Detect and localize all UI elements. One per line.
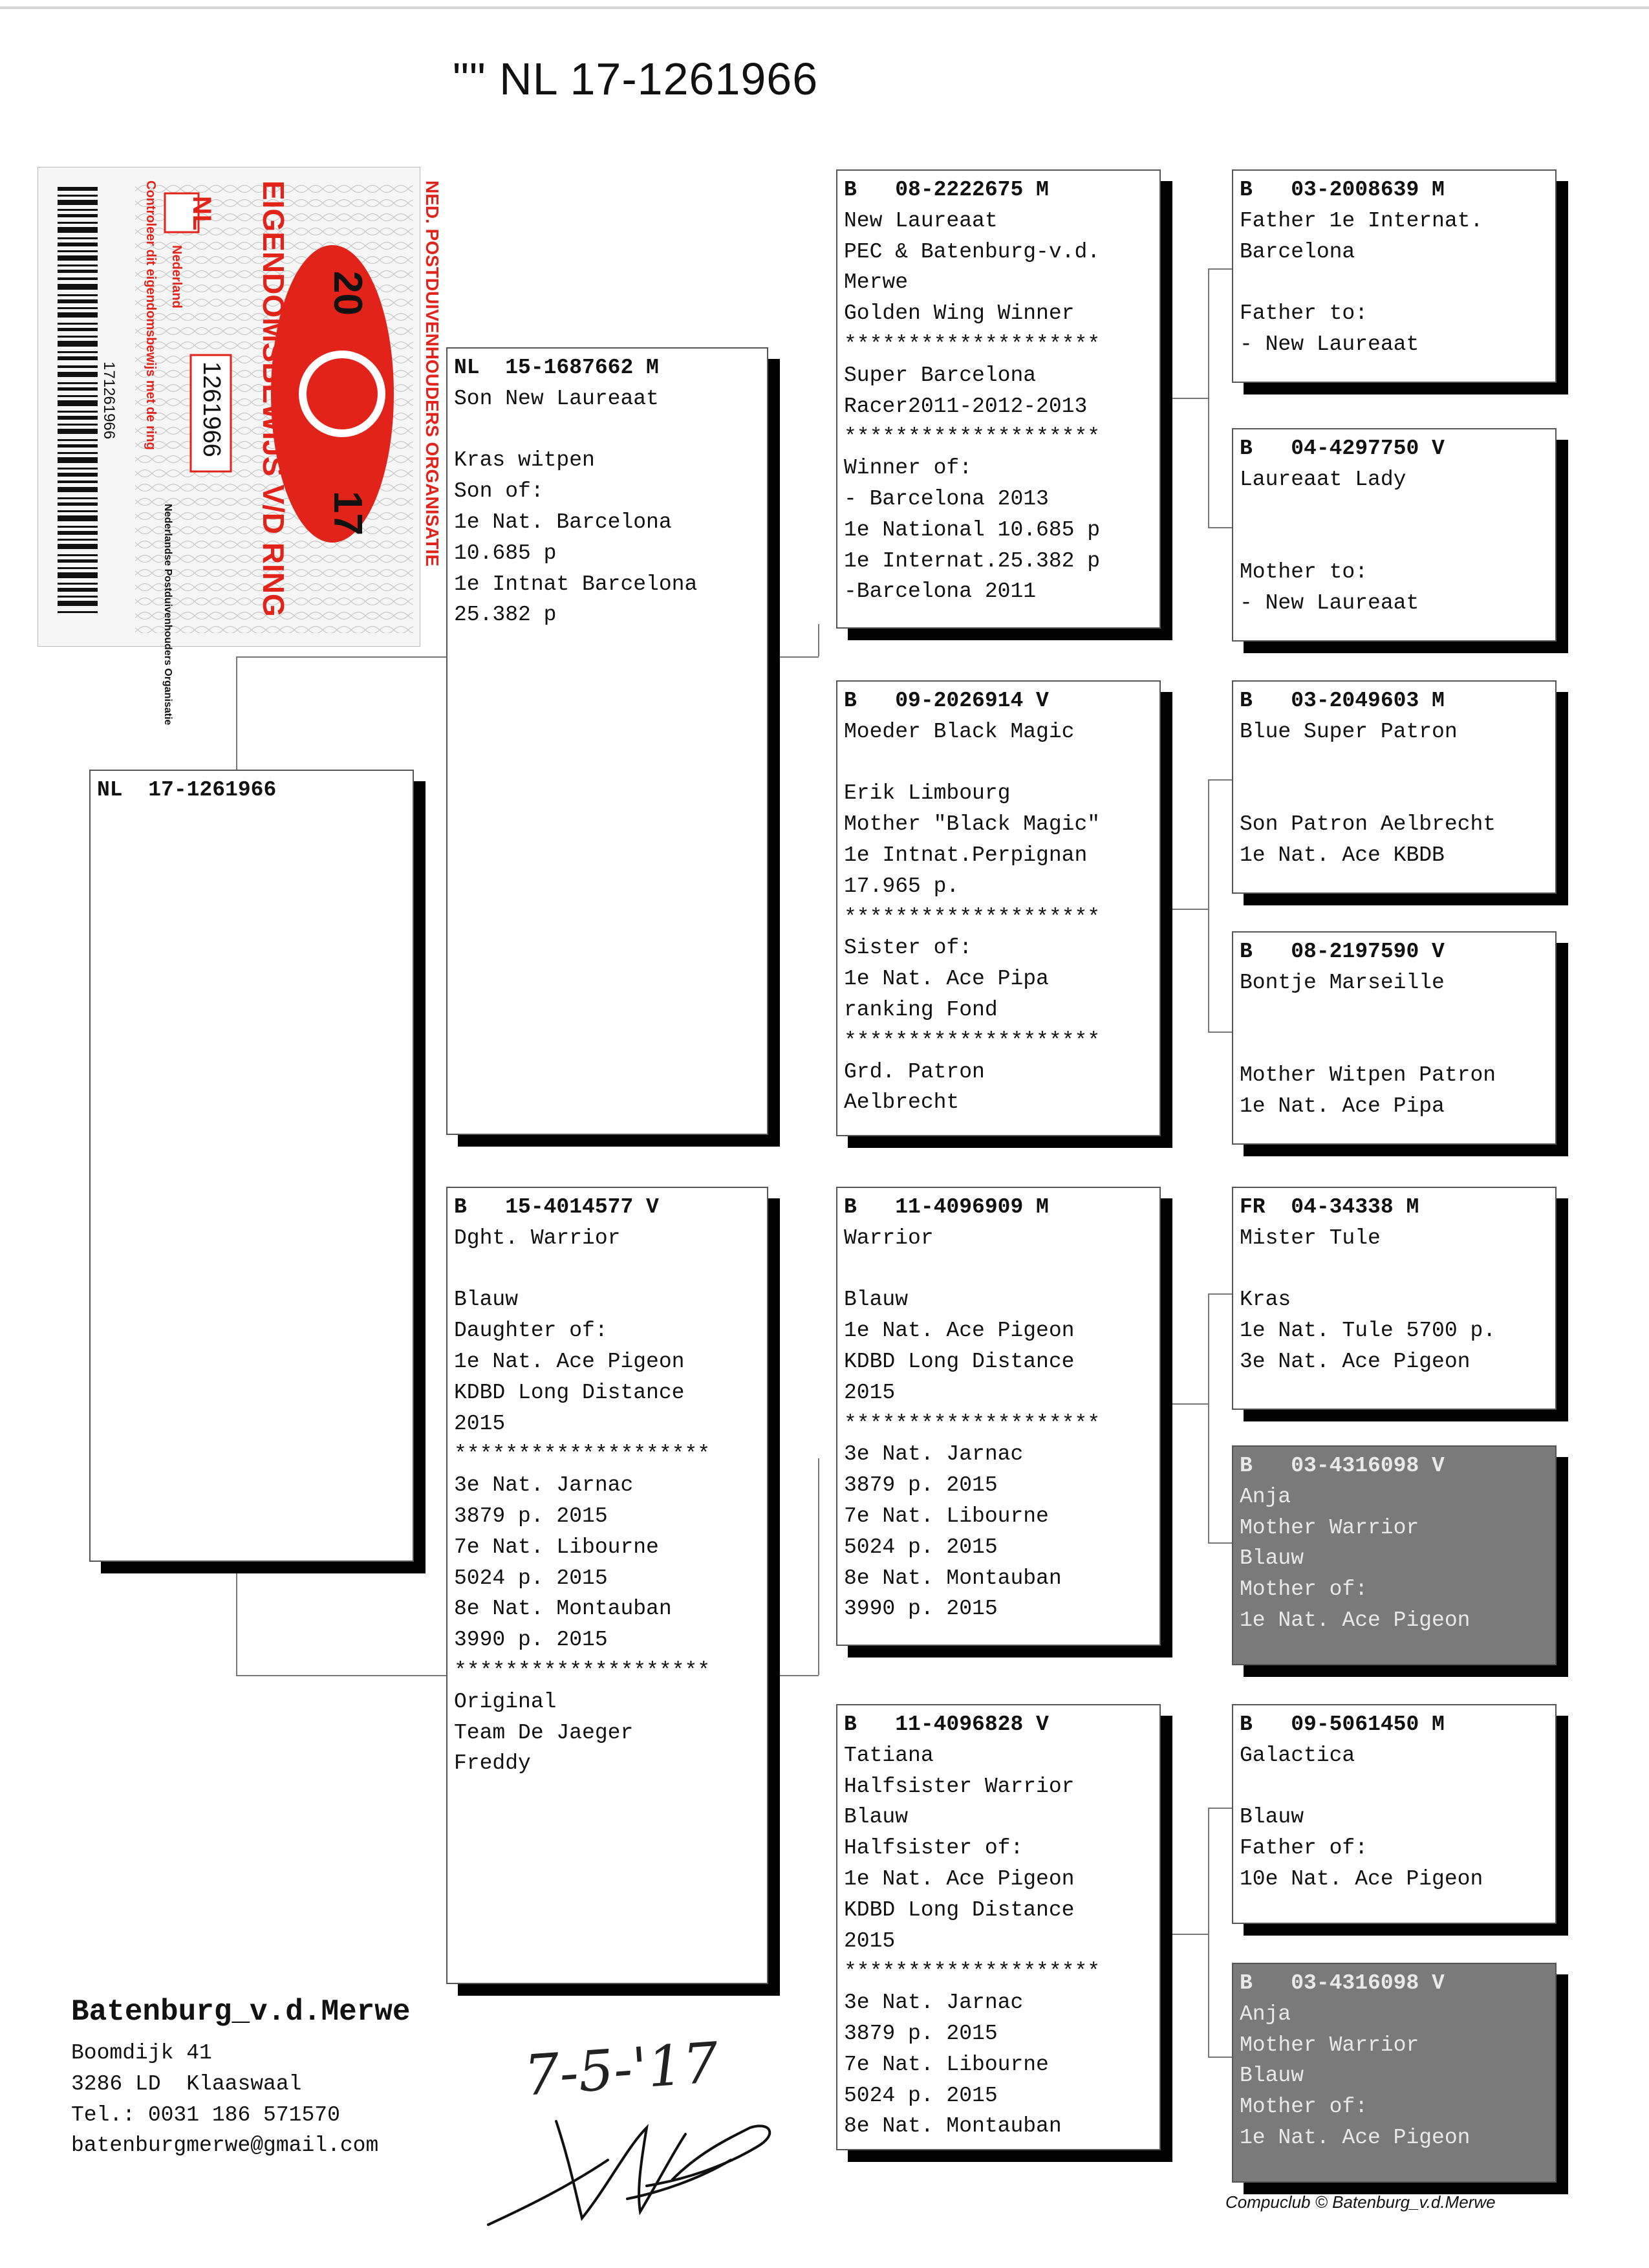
pedigree-line: PEC & Batenburg-v.d. [844, 239, 1101, 264]
pedigree-line: KDBD Long Distance [844, 1897, 1075, 1922]
card-barcode-number: 171261966 [100, 362, 118, 440]
pedigree-line [844, 748, 1153, 779]
pedigree-line: Father 1e Internat. [1240, 208, 1483, 233]
pedigree-box-father [446, 347, 768, 1135]
pedigree-line: 1e Nat. Ace KBDB [1240, 843, 1445, 867]
pedigree-line: 3879 p. 2015 [844, 1473, 998, 1498]
pedigree-line: ******************** [454, 1658, 711, 1683]
pedigree-line: 8e Nat. Montauban [454, 1597, 672, 1621]
pedigree-line: 1e Nat. Ace Pigeon [454, 1349, 685, 1374]
pedigree-line: New Laureaat [844, 208, 998, 233]
pedigree-line: Galactica [1240, 1743, 1355, 1767]
breeder-name: Batenburg_v.d.Merwe [71, 1995, 411, 2029]
connector [1208, 527, 1234, 528]
pedigree-line: ******************** [844, 1411, 1101, 1436]
pedigree-line: -Barcelona 2011 [844, 579, 1037, 604]
pedigree-line: Mother Warrior [1240, 2033, 1419, 2057]
connector [1208, 1808, 1234, 1809]
pedigree-line: ******************** [844, 905, 1101, 929]
pedigree-line: Son of: [454, 479, 544, 504]
pedigree-line: Blauw [454, 1288, 519, 1312]
pedigree-line: 1e Nat. Barcelona [454, 510, 672, 534]
pedigree-line [1240, 778, 1549, 809]
pedigree-line: ranking Fond [844, 997, 998, 1022]
pedigree-line: Kras [1240, 1288, 1291, 1312]
pedigree-line [1240, 1771, 1549, 1802]
connector [1163, 1934, 1208, 1935]
ring-number: B 03-2008639 M [1240, 178, 1445, 202]
pedigree-line: 7e Nat. Libourne [844, 2052, 1049, 2077]
pedigree-line [844, 1254, 1153, 1285]
pedigree-line: 2015 [844, 1380, 896, 1405]
ring-number: NL 15-1687662 M [454, 356, 659, 380]
ring-number: B 09-2026914 V [844, 689, 1049, 713]
pedigree-line: ******************** [454, 1442, 711, 1467]
ring-number: B 11-4096828 V [844, 1712, 1049, 1736]
connector [1163, 909, 1208, 910]
signature [479, 2082, 782, 2244]
pedigree-line: ******************** [844, 332, 1101, 356]
pedigree-line: Warrior [844, 1226, 934, 1250]
connector [1208, 1808, 1209, 2057]
breeder-address: Boomdijk 41 [71, 2041, 212, 2065]
breeder-email: batenburgmerwe@gmail.com [71, 2133, 379, 2158]
pedigree-line: Mother to: [1240, 560, 1368, 585]
pedigree-line: Father to: [1240, 301, 1368, 326]
pedigree-line: 1e Nat. Tule 5700 p. [1240, 1319, 1496, 1343]
breeder-city: 3286 LD Klaaswaal [71, 2071, 302, 2096]
connector [1208, 779, 1234, 781]
pedigree-box-mm-father [1232, 1704, 1557, 1924]
connector [768, 1675, 819, 1676]
pedigree-line: 1e Nat. Ace Pigeon [844, 1866, 1075, 1891]
pedigree-line: Erik Limbourg [844, 781, 1011, 806]
pedigree-line: 5024 p. 2015 [454, 1566, 608, 1590]
pedigree-line: Blauw [1240, 1546, 1304, 1571]
pedigree-line: - New Laureaat [1240, 590, 1419, 615]
pedigree-line: Father of: [1240, 1836, 1368, 1861]
pedigree-line: Tatiana [844, 1743, 934, 1767]
pedigree-line: 3879 p. 2015 [844, 2021, 998, 2046]
pedigree-box-ff-mother [1232, 428, 1557, 642]
pedigree-line: 25.382 p [454, 603, 557, 627]
pedigree-line: Super Barcelona [844, 363, 1037, 387]
pedigree-line: ******************** [844, 1960, 1101, 1984]
pedigree-line: Mother Warrior [1240, 1515, 1419, 1540]
pedigree-line: 1e Intnat Barcelona [454, 572, 698, 596]
connector [768, 656, 819, 658]
pedigree-box-father-mother [836, 680, 1161, 1136]
pedigree-line: Blauw [844, 1805, 909, 1830]
pedigree-line: Original [454, 1689, 557, 1714]
pedigree-line: 5024 p. 2015 [844, 2083, 998, 2108]
pedigree-line: 3e Nat. Jarnac [844, 1442, 1024, 1467]
pedigree-box-subject [89, 770, 414, 1562]
pedigree-line: 8e Nat. Montauban [844, 1566, 1062, 1590]
pedigree-line: Anja [1240, 2002, 1291, 2026]
connector [236, 1675, 449, 1676]
pedigree-line: 1e Nat. Ace Pigeon [1240, 1608, 1471, 1632]
card-ring-number: 1261966 [198, 362, 225, 457]
connector [236, 1571, 237, 1675]
connector [1208, 1293, 1234, 1295]
page-title: "" NL 17-1261966 [453, 54, 819, 104]
pedigree-line: Mother Witpen Patron [1240, 1063, 1496, 1088]
connector [1163, 398, 1208, 399]
pedigree-line [1240, 526, 1549, 557]
pedigree-line: - Barcelona 2013 [844, 486, 1049, 511]
connector [1208, 2057, 1234, 2058]
pedigree-line: Mother of: [1240, 2095, 1368, 2119]
pedigree-box-ff-father [1232, 169, 1557, 383]
pedigree-line: 1e Nat. Ace Pipa [844, 967, 1049, 991]
pedigree-line: Merwe [844, 270, 909, 295]
pedigree-line: Barcelona [1240, 239, 1355, 264]
connector [1208, 268, 1234, 270]
pedigree-line [1240, 748, 1549, 779]
pedigree-line [1240, 267, 1549, 298]
pedigree-line: 1e Nat. Ace Pipa [1240, 1094, 1445, 1118]
pedigree-line: Mother "Black Magic" [844, 812, 1101, 837]
pedigree-line [454, 415, 760, 446]
handwritten-date-text: 7-5-'17 [522, 2030, 721, 2109]
pedigree-line: Grd. Patron [844, 1059, 985, 1084]
pedigree-line: ******************** [844, 1028, 1101, 1053]
card-country: NL [188, 196, 216, 231]
connector [1163, 1403, 1208, 1405]
connector [1208, 1293, 1209, 1542]
ring-number: B 08-2222675 M [844, 178, 1049, 202]
breeder-phone: Tel.: 0031 186 571570 [71, 2102, 340, 2127]
pedigree-line: 1e Nat. Ace Pigeon [844, 1319, 1075, 1343]
pedigree-line: 1e Intnat.Perpignan [844, 843, 1088, 867]
card-org-text: NED. POSTDUIVENHOUDERS ORGANISATIE [422, 180, 442, 567]
pedigree-line [1240, 999, 1549, 1030]
connector [236, 656, 237, 779]
pedigree-line: KDBD Long Distance [844, 1349, 1075, 1374]
connector [818, 1458, 819, 1675]
card-cert-text: EIGENDOMSBEWIJS V/D RING [257, 180, 290, 617]
pedigree-line: 2015 [844, 1928, 896, 1953]
ring-number: B 15-4014577 V [454, 1195, 659, 1219]
ring-number: FR 04-34338 M [1240, 1195, 1419, 1219]
pedigree-line [1240, 495, 1549, 526]
card-year-b: 17 [325, 491, 370, 535]
pedigree-line: Winner of: [844, 456, 973, 481]
pedigree-box-fm-mother [1232, 931, 1557, 1145]
card-country-name: Nederland [169, 245, 184, 308]
pedigree-line [1240, 1029, 1549, 1060]
connector [1208, 1542, 1234, 1544]
pedigree-line: Anja [1240, 1484, 1291, 1509]
card-npo-text: Nederlandse Postduivenhouders Organisatie [162, 504, 173, 726]
pedigree-line: 7e Nat. Libourne [454, 1535, 659, 1559]
pedigree-line: Sister of: [844, 936, 973, 960]
pedigree-line: Blauw [1240, 1805, 1304, 1830]
pedigree-line: Bontje Marseille [1240, 970, 1445, 995]
pedigree-line: Dght. Warrior [454, 1226, 621, 1250]
pedigree-line: Golden Wing Winner [844, 301, 1075, 326]
ring-ownership-card [38, 167, 442, 726]
ring-number: B 08-2197590 V [1240, 940, 1445, 964]
pedigree-line: 1e National 10.685 p [844, 517, 1101, 542]
pedigree-line: 10.685 p [454, 541, 557, 565]
pedigree-line: Mother of: [1240, 1577, 1368, 1602]
pedigree-line: Team De Jaeger [454, 1720, 634, 1745]
pedigree-box-mother-mother [836, 1704, 1161, 2150]
pedigree-line: 3879 p. 2015 [454, 1504, 608, 1528]
pedigree-line: 3e Nat. Jarnac [454, 1473, 634, 1498]
pedigree-line: 1e Nat. Ace Pigeon [1240, 2125, 1471, 2150]
pedigree-line: 8e Nat. Montauban [844, 2114, 1062, 2139]
pedigree-line [454, 1254, 760, 1285]
connector [1208, 779, 1209, 1031]
pedigree-line: 10e Nat. Ace Pigeon [1240, 1866, 1483, 1891]
pedigree-line: 2015 [454, 1411, 506, 1436]
card-year-a: 20 [325, 271, 370, 316]
ring-number: B 09-5061450 M [1240, 1712, 1445, 1736]
pedigree-line: 7e Nat. Libourne [844, 1504, 1049, 1528]
ring-number: B 03-4316098 V [1240, 1971, 1445, 1995]
pedigree-line: 3990 p. 2015 [454, 1628, 608, 1652]
pedigree-box-mf-mother [1232, 1445, 1557, 1665]
connector [818, 624, 819, 656]
pedigree-line: 3990 p. 2015 [844, 1597, 998, 1621]
pedigree-line: - New Laureaat [1240, 332, 1419, 356]
pedigree-line: Aelbrecht [844, 1090, 960, 1115]
pedigree-line: Laureaat Lady [1240, 467, 1406, 491]
ring-number: B 11-4096909 M [844, 1195, 1049, 1219]
ring-number: B 03-4316098 V [1240, 1454, 1445, 1478]
pedigree-line: 3e Nat. Ace Pigeon [1240, 1349, 1471, 1374]
ring-number: B 04-4297750 V [1240, 437, 1445, 460]
pedigree-line: 1e Internat.25.382 p [844, 548, 1101, 573]
pedigree-line: 17.965 p. [844, 874, 960, 898]
pedigree-line: Freddy [454, 1751, 531, 1776]
pedigree-line: Racer2011-2012-2013 [844, 394, 1088, 418]
pedigree-line: 3e Nat. Jarnac [844, 1991, 1024, 2015]
pedigree-line: Blue Super Patron [1240, 719, 1458, 744]
pedigree-line: Halfsister Warrior [844, 1774, 1075, 1798]
top-border-line [0, 6, 1649, 9]
pedigree-line: Son Patron Aelbrecht [1240, 812, 1496, 837]
pedigree-line: KDBD Long Distance [454, 1380, 685, 1405]
connector [236, 656, 449, 658]
pedigree-line: Blauw [1240, 2064, 1304, 2088]
pedigree-line: Daughter of: [454, 1319, 608, 1343]
pedigree-line: Kras witpen [454, 448, 595, 473]
pedigree-box-mm-mother [1232, 1963, 1557, 2183]
connector [1208, 1031, 1234, 1033]
connector [1208, 268, 1209, 527]
pedigree-line: ******************** [844, 425, 1101, 449]
pedigree-line: Moeder Black Magic [844, 719, 1075, 744]
ring-number: B 03-2049603 M [1240, 689, 1445, 713]
footer-credit: Compuclub © Batenburg_v.d.Merwe [1225, 2192, 1496, 2212]
pedigree-box-mother-father [836, 1187, 1161, 1646]
pedigree-box-fm-father [1232, 680, 1557, 894]
ring-card-graphic [38, 167, 442, 726]
ring-number: NL 17-1261966 [97, 778, 277, 802]
pedigree-line: Blauw [844, 1288, 909, 1312]
pedigree-box-father-father [836, 169, 1161, 629]
pedigree-box-mf-father [1232, 1187, 1557, 1410]
breeder-info [71, 1995, 411, 2161]
pedigree-line: Halfsister of: [844, 1836, 1024, 1861]
pedigree-line: Son New Laureaat [454, 386, 659, 411]
pedigree-box-mother [446, 1187, 768, 1984]
pedigree-line: Mister Tule [1240, 1226, 1381, 1250]
card-check-text: Controleer dit eigendomsbewijs met de ring [144, 180, 158, 450]
pedigree-line [1240, 1254, 1549, 1285]
pedigree-line: 5024 p. 2015 [844, 1535, 998, 1559]
